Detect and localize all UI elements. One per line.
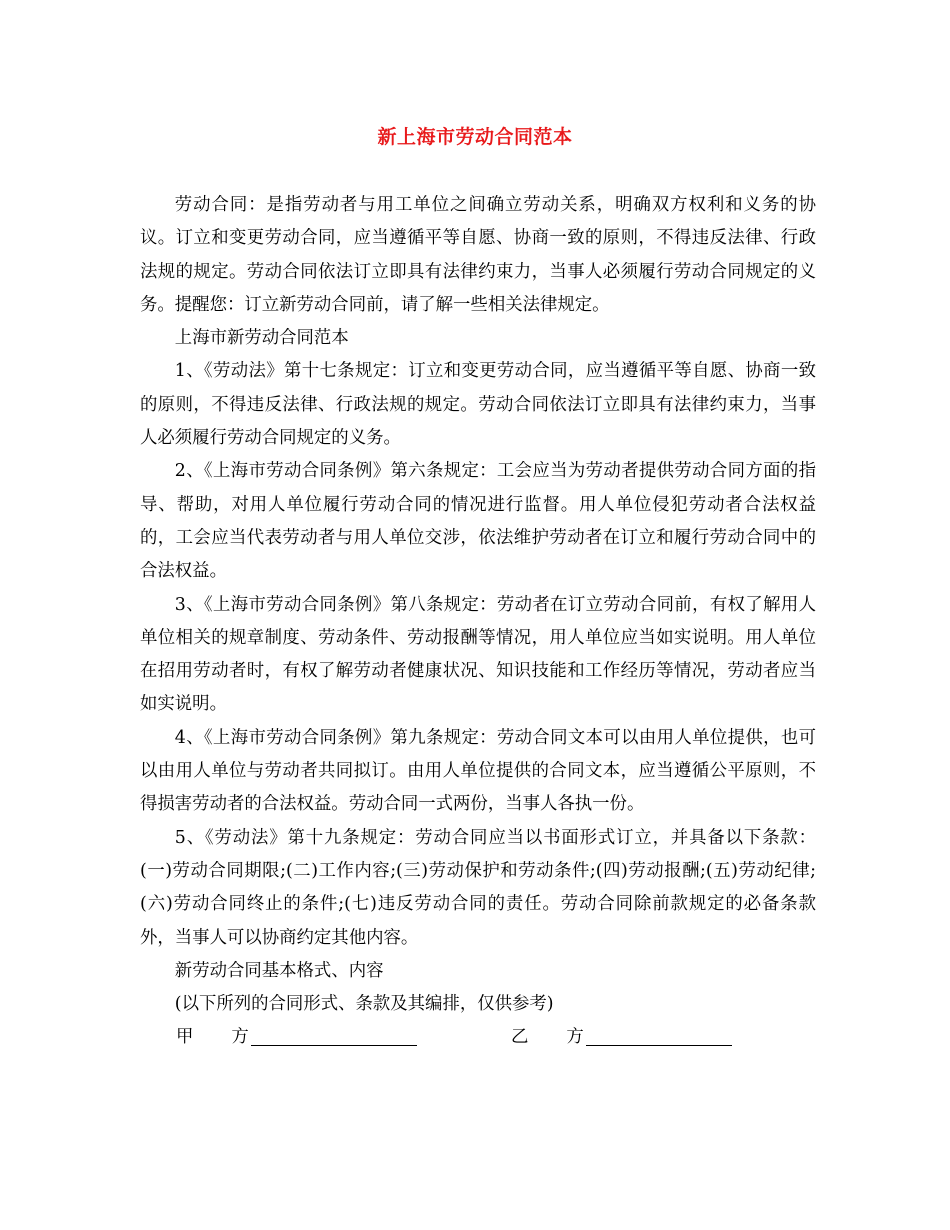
party-a-field bbox=[176, 1021, 417, 1054]
paragraph-clause-3: 3、《上海市劳动合同条例》第八条规定：劳动者在订立劳动合同前，有权了解用人单位相关的规章制度、劳动条件、劳动报酬等情况，用人单位应当如实说明。用人单位在招用劳动者时，有权了解劳动者健康状况、知识技能和工作经历等情况，劳动者应当如实说明。 bbox=[140, 594, 816, 715]
paragraph-subtitle: 上海市新劳动合同范本 bbox=[174, 328, 349, 349]
paragraph-clause-5: 5、《劳动法》第十九条规定：劳动合同应当以书面形式订立，并具备以下条款：(一)劳动合同期限;(二)工作内容;(三)劳动保护和劳动条件;(四)劳动报酬;(五)劳动纪律;(六)劳动合同终止的条件;(七)违反劳动合同的责任。劳动合同除前款规定的必备条款外，当事人可以协商约定其他内容。 bbox=[140, 827, 816, 948]
paragraph-clause-4: 4、《上海市劳动合同条例》第九条规定：劳动合同文本可以由用人单位提供，也可以由用人单位与劳动者共同拟订。由用人单位提供的合同文本，应当遵循公平原则，不得损害劳动者的合法权益。劳动合同一式两份，当事人各执一份。 bbox=[140, 727, 816, 815]
party-a-label-char2: 方 bbox=[231, 1027, 249, 1048]
paragraph-intro: 劳动合同：是指劳动者与用工单位之间确立劳动关系，明确双方权利和义务的协议。订立和变更劳动合同，应当遵循平等自愿、协商一致的原则，不得违反法律、行政法规的规定。劳动合同依法订立即具有法律约束力，当事人必须履行劳动合同规定的义务。提醒您：订立新劳动合同前，请了解一些相关法律规定。 bbox=[140, 195, 816, 315]
party-b-field bbox=[511, 1021, 732, 1054]
paragraph-clause-2: 2、《上海市劳动合同条例》第六条规定：工会应当为劳动者提供劳动合同方面的指导、帮助，对用人单位履行劳动合同的情况进行监督。用人单位侵犯劳动者合法权益的，工会应当代表劳动者与用人单位交涉，依法维护劳动者在订立和履行劳动合同中的合法权益。 bbox=[140, 461, 816, 582]
paragraph-format-heading: 新劳动合同基本格式、内容 bbox=[174, 960, 384, 981]
party-b-label-char1: 乙 bbox=[511, 1027, 529, 1048]
party-a-blank-line bbox=[251, 1021, 417, 1046]
party-a-label-char1: 甲 bbox=[176, 1027, 194, 1048]
document-body bbox=[140, 189, 816, 1055]
party-b-label-char2: 方 bbox=[566, 1027, 584, 1048]
document-title: 新上海市劳动合同范本 bbox=[377, 126, 573, 148]
party-b-blank-line bbox=[586, 1021, 732, 1046]
paragraph-clause-1: 1、《劳动法》第十七条规定：订立和变更劳动合同，应当遵循平等自愿、协商一致的原则，不得违反法律、行政法规的规定。劳动合同依法订立即具有法律约束力，当事人必须履行劳动合同规定的义务。 bbox=[140, 361, 816, 449]
paragraph-format-note: (以下所列的合同形式、条款及其编排，仅供参考) bbox=[174, 994, 554, 1015]
signature-row bbox=[140, 1021, 816, 1054]
